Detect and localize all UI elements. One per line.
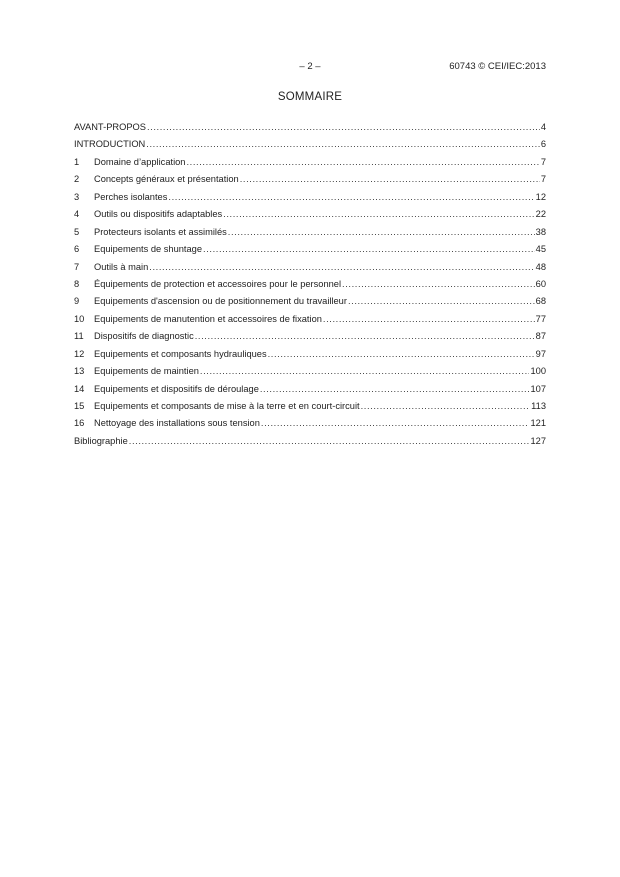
page-number: – 2 –: [299, 61, 321, 72]
toc-entry-page: 48: [535, 261, 546, 272]
toc-entry-number: 15: [74, 401, 85, 411]
dot-leader: [223, 209, 534, 219]
dot-leader: [268, 349, 535, 359]
toc-entry-number: 13: [74, 366, 85, 377]
toc-entry[interactable]: [74, 139, 546, 156]
toc-entry-page: 7: [540, 156, 546, 167]
toc-entry[interactable]: [74, 349, 546, 366]
toc-entry-number: 9: [74, 296, 80, 307]
dot-leader: [348, 296, 535, 306]
toc-entry-title: Equipements et composants de mise à la terre et en court-circuit: [94, 401, 360, 411]
toc-entry-number: 12: [74, 348, 85, 359]
toc-entry-page: 38: [535, 226, 546, 237]
toc-entry[interactable]: [74, 366, 546, 383]
toc-entry-page: 7: [540, 174, 546, 185]
dot-leader: [203, 244, 535, 254]
toc-entry-title: Bibliographie: [74, 435, 128, 446]
toc-entry-page: 87: [535, 331, 546, 342]
toc-entry-title: INTRODUCTION: [74, 139, 146, 150]
toc-entry[interactable]: [74, 384, 546, 401]
toc-entry-title: Equipements et composants hydrauliques: [94, 348, 267, 359]
toc-entry-page: 97: [535, 348, 546, 359]
toc-entry-page: 45: [535, 244, 546, 255]
dot-leader: [361, 401, 531, 411]
dot-leader: [146, 139, 540, 149]
toc-entry-number: 16: [74, 418, 85, 429]
toc-entry-title: Équipements de protection et accessoires pour le personnel: [94, 278, 342, 289]
dot-leader: [195, 331, 535, 341]
dot-leader: [186, 157, 539, 167]
toc-entry[interactable]: [74, 279, 546, 296]
toc-entry-title: Dispositifs de diagnostic: [94, 331, 194, 342]
toc-entry-number: 7: [74, 261, 80, 272]
dot-leader: [342, 279, 535, 289]
toc-entry[interactable]: [74, 331, 546, 348]
dot-leader: [240, 174, 540, 184]
dot-leader: [228, 227, 535, 237]
toc-entry[interactable]: [74, 209, 546, 226]
dot-leader: [129, 436, 530, 446]
dot-leader: [323, 314, 535, 324]
toc-entry[interactable]: [74, 401, 546, 418]
toc-entry[interactable]: [74, 296, 546, 313]
toc-entry-title: Outils à main: [94, 261, 149, 272]
toc-entry-number: 6: [74, 244, 80, 255]
toc-entry[interactable]: [74, 122, 546, 139]
toc-entry-title: Protecteurs isolants et assimilés: [94, 226, 227, 237]
toc-entry-page: 100: [530, 366, 546, 377]
table-of-contents: [74, 122, 546, 453]
toc-entry[interactable]: [74, 314, 546, 331]
toc-entry[interactable]: [74, 436, 546, 453]
toc-entry-page: 60: [535, 278, 546, 289]
toc-entry-number: 5: [74, 226, 80, 237]
toc-entry[interactable]: [74, 418, 546, 435]
toc-entry-number: 10: [74, 313, 85, 324]
toc-entry-number: 3: [74, 191, 80, 202]
toc-entry-number: 8: [74, 278, 80, 289]
toc-entry-title: Equipements d'ascension ou de positionnement du travailleur: [94, 296, 347, 307]
dot-leader: [168, 192, 534, 202]
toc-entry-title: Equipements et dispositifs de déroulage: [94, 383, 259, 394]
toc-entry-title: Equipements de manutention et accessoires de fixation: [94, 313, 322, 324]
toc-entry-number: 2: [74, 174, 80, 185]
toc-entry-page: 77: [535, 313, 546, 324]
toc-entry-title: Nettoyage des installations sous tension: [94, 418, 260, 429]
dot-leader: [200, 366, 530, 376]
toc-entry-page: 127: [530, 435, 546, 446]
toc-entry-number: 14: [74, 383, 85, 394]
toc-entry-page: 22: [535, 209, 546, 220]
toc-entry-number: 11: [74, 331, 84, 342]
toc-entry[interactable]: [74, 157, 546, 174]
toc-entry-page: 107: [530, 383, 546, 394]
toc-entry-page: 68: [535, 296, 546, 307]
toc-entry[interactable]: [74, 192, 546, 209]
toc-entry-page: 12: [535, 191, 546, 202]
toc-entry-page: 6: [540, 139, 546, 150]
dot-leader: [147, 122, 540, 132]
page-header: [74, 61, 546, 75]
toc-entry-page: 121: [530, 418, 546, 429]
toc-entry-number: 4: [74, 209, 80, 220]
toc-entry-title: Concepts généraux et présentation: [94, 174, 239, 185]
dot-leader: [261, 418, 530, 428]
dot-leader: [149, 262, 534, 272]
toc-entry-title: Equipements de shuntage: [94, 244, 203, 255]
toc-entry[interactable]: [74, 262, 546, 279]
toc-entry-title: Perches isolantes: [94, 191, 168, 202]
dot-leader: [260, 384, 530, 394]
toc-entry-title: Domaine d’application: [94, 156, 186, 167]
toc-entry[interactable]: [74, 227, 546, 244]
toc-entry-title: Equipements de maintien: [94, 366, 199, 377]
toc-entry-page: 4: [540, 122, 546, 132]
document-reference: 60743 © CEI/IEC:2013: [449, 61, 546, 72]
toc-entry-title: Outils ou dispositifs adaptables: [94, 209, 223, 220]
toc-entry[interactable]: [74, 174, 546, 191]
toc-entry-page: 113: [531, 401, 546, 411]
page-title: SOMMAIRE: [277, 91, 343, 103]
toc-entry[interactable]: [74, 244, 546, 261]
toc-entry-title: AVANT-PROPOS: [74, 122, 146, 132]
toc-entry-number: 1: [74, 156, 80, 167]
